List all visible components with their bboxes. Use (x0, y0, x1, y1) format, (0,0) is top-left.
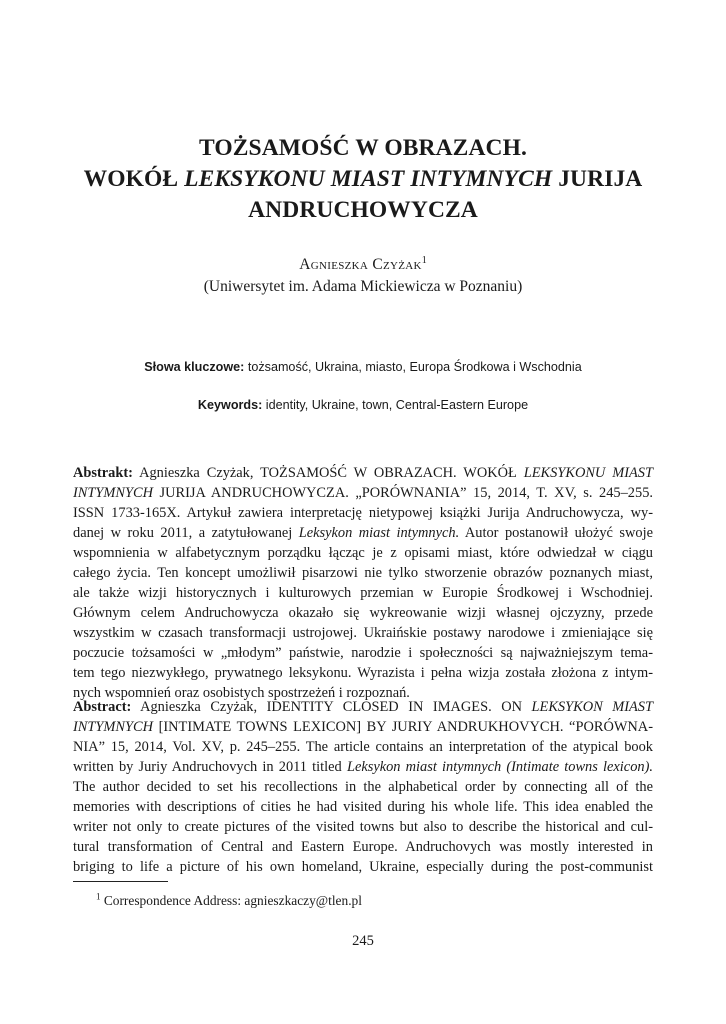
abstract-english-text: written by Juriy Andruchovych in 2011 titled (73, 759, 347, 775)
abstract-english-line (73, 757, 653, 777)
abstract-polish-line: ale także wizji historycznych i kulturowych przemian w Europie Środkowej i Wschodniej. (73, 585, 653, 601)
author-footnote-mark: 1 (421, 254, 427, 266)
footnote-separator (73, 881, 168, 882)
abstract-english-line: tural transformation of Central and Eastern Europe. Andruchovych was mostly interested in (73, 839, 653, 855)
keywords-polish-label: Słowa kluczowe: (144, 360, 245, 374)
abstract-polish-italic: LEKSYKONU MIAST (523, 465, 653, 481)
keywords-english (60, 397, 666, 413)
author-line (60, 254, 666, 276)
abstract-polish (73, 463, 653, 703)
abstract-polish-line: tem tego niezwykłego, prywatnego leksykonu. Wyrazista i pełna wizja została złożona z intym- (73, 665, 653, 681)
abstract-polish-line (73, 463, 653, 483)
abstract-polish-text: JURIJA ANDRUCHOWYCZA. „PORÓWNANIA” 15, 2014, T. XV, s. 245–255. (152, 485, 653, 501)
abstract-english-text: Agnieszka Czyżak, IDENTITY CLOSED IN IMAGES. ON (131, 699, 532, 715)
abstract-english-line: memories with descriptions of cities he had visited during his whole life. This idea enabled the (73, 799, 653, 815)
footnote (96, 892, 362, 910)
abstract-polish-line (73, 483, 653, 503)
abstract-english-line: NIA” 15, 2014, Vol. XV, p. 245–255. The article contains an interpretation of the atypical book (73, 739, 653, 755)
keywords-polish-text: tożsamość, Ukraina, miasto, Europa Środkowa i Wschodnia (244, 360, 582, 374)
author-name: Agnieszka Czyżak (299, 256, 422, 273)
abstract-english-label: Abstract: (73, 699, 132, 715)
title-line-2-pre: WOKÓŁ (83, 166, 185, 192)
abstract-polish-line: wszystkim w czasach transformacji ustrojowej. Ukraińskie postawy narodowe i zmieniające się (73, 625, 653, 641)
abstract-polish-text: Autor postanowił ułożyć swoje (459, 525, 653, 541)
abstract-english-line: The author decided to set his recollections in the alphabetical order by connecting all of the (73, 779, 653, 795)
keywords-polish (60, 359, 666, 375)
keywords-english-label: Keywords: (197, 398, 263, 412)
abstract-english-line: briging to life a picture of his own homeland, Ukraine, especially during the post-communist (73, 859, 653, 875)
abstract-polish-label: Abstrakt: (73, 465, 133, 481)
title-line-2-italic: LEKSYKONU MIAST INTYMNYCH (184, 166, 553, 192)
abstract-english (73, 697, 653, 877)
abstract-polish-text: Agnieszka Czyżak, TOŻSAMOŚĆ W OBRAZACH. WOKÓŁ (132, 465, 524, 481)
title-line-2-post: JURIJA (552, 166, 643, 192)
page-number: 245 (352, 933, 374, 949)
abstract-polish-line: wspomnienia w alfabetycznym porządku łącząc je z opisami miast, które odwiedzał w ciągu (73, 545, 653, 561)
abstract-english-italic: LEKSYKON MIAST (531, 699, 654, 715)
abstract-english-italic: INTYMNYCH (73, 719, 153, 735)
title-line-2 (60, 164, 666, 195)
abstract-english-text: [INTIMATE TOWNS LEXICON] BY JURIY ANDRUKHOVYCH. “PORÓWNA- (152, 719, 653, 735)
abstract-polish-line: Głównym celem Andruchowycza okazało się wykreowanie wizji własnej ojczyzny, przede (73, 605, 653, 621)
abstract-polish-line (73, 523, 653, 543)
abstract-polish-italic: Leksykon miast intymnych. (298, 525, 460, 541)
keywords-english-text: identity, Ukraine, town, Central-Eastern Europe (262, 398, 529, 412)
author-block (60, 254, 666, 298)
abstract-english-line (73, 697, 653, 717)
footnote-mark: 1 (96, 891, 101, 902)
abstract-english-italic: Leksykon miast intymnych (Intimate towns lexicon). (346, 759, 653, 775)
abstract-english-line (73, 717, 653, 737)
title-line-1: TOŻSAMOŚĆ W OBRAZACH. (199, 135, 527, 161)
author-affiliation: (Uniwersytet im. Adama Mickiewicza w Poznaniu) (203, 278, 523, 295)
abstract-polish-line: nych wspomnień oraz osobistych spostrzeżeń i rozpoznań. (73, 685, 410, 701)
abstract-polish-text: danej w roku 2011, a zatytułowanej (73, 525, 299, 541)
article-title (60, 133, 666, 226)
footnote-text: Correspondence Address: agnieszkaczy@tlen.pl (100, 893, 362, 908)
abstract-polish-line: ISSN 1733-165X. Artykuł zawiera interpretację nietypowej książki Jurija Andruchowycza, wy- (73, 505, 653, 521)
title-line-3: ANDRUCHOWYCZA (248, 197, 478, 223)
abstract-polish-line: całego życia. Ten koncept umożliwił pisarzowi nie tylko stworzenie obrazów poznanych miast, (73, 565, 653, 581)
abstract-english-line: writer not only to create pictures of the visited towns but also to describe the historical and cul- (73, 819, 653, 835)
abstract-polish-line: poczucie tożsamości w „młodym” państwie, narodzie i społeczności są najważniejszym tema- (73, 645, 653, 661)
abstract-polish-italic: INTYMNYCH (73, 485, 153, 501)
